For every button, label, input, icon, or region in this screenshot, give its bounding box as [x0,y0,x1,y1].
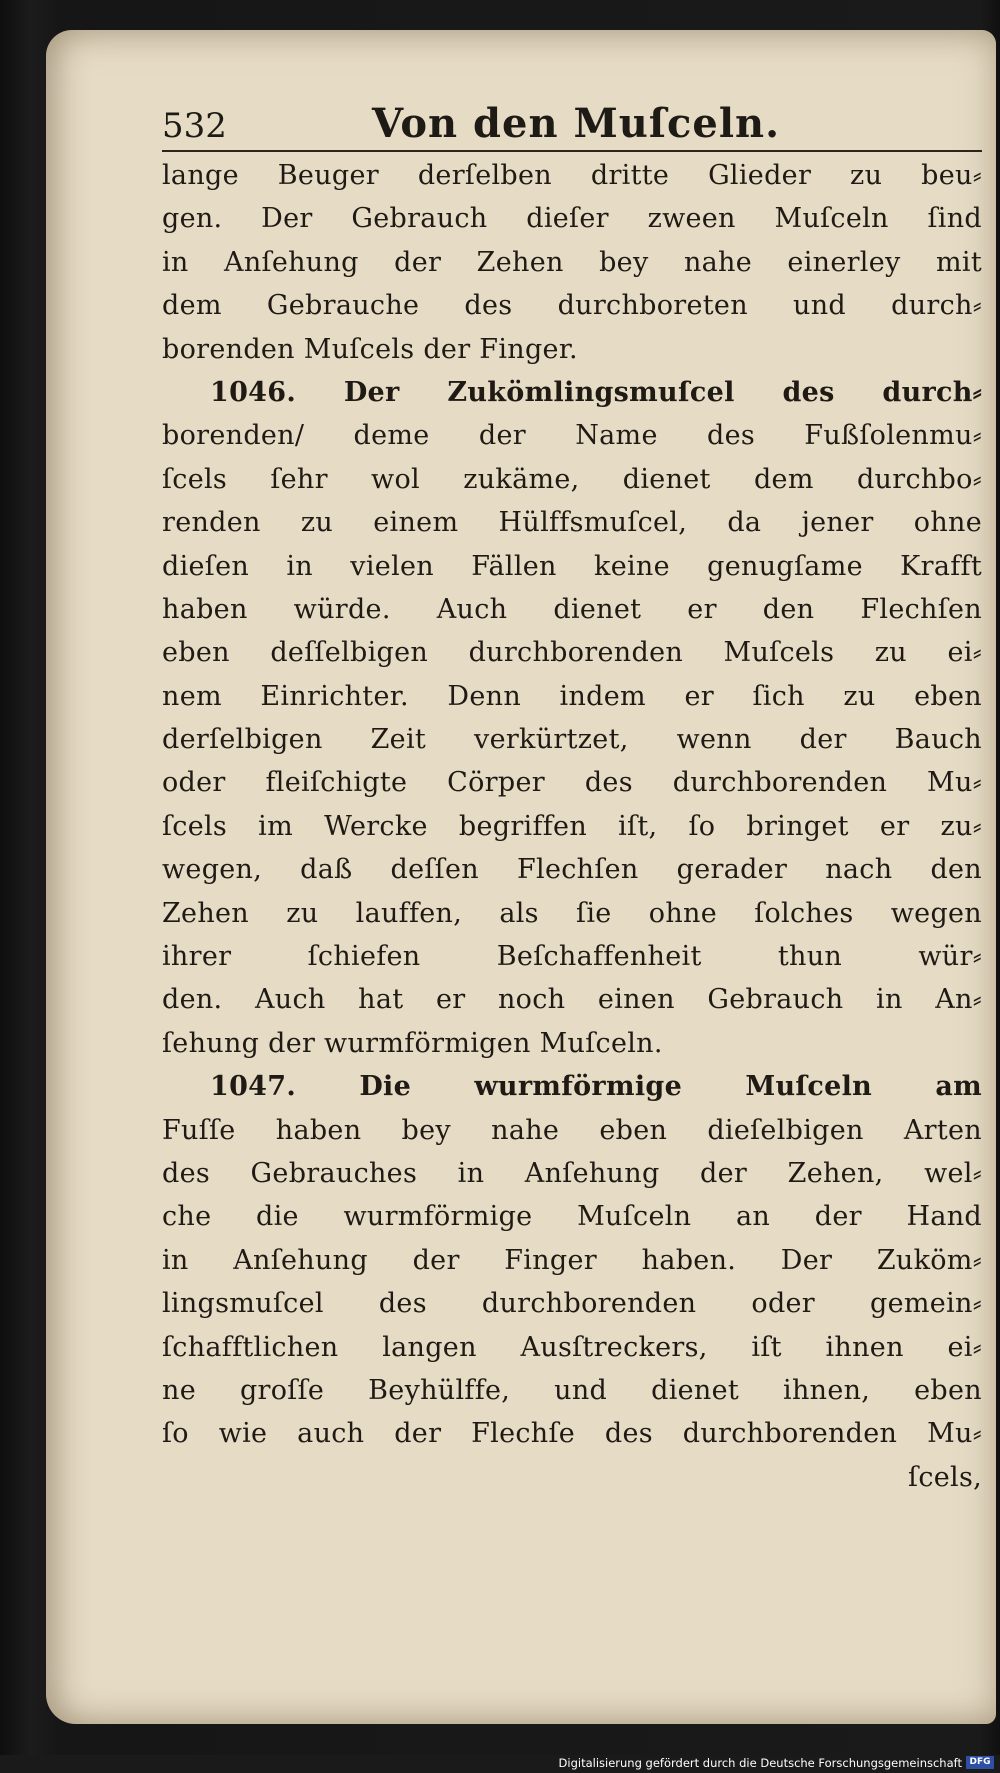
text-line: oder fleiſchigte Cörper des durchborenden Mu⸗ [162,767,982,799]
text-line: ne groſſe Beyhülffe, und dienet ihnen, eben [162,1374,982,1406]
text-line: in Anſehung der Finger haben. Der Zuköm⸗ [162,1244,982,1276]
text-line: renden zu einem Hülffsmuſcel, da jener ohne [162,507,982,539]
text-line: ſehung der wurmförmigen Muſceln. [162,1027,663,1059]
text-line: dem Gebrauche des durchboreten und durch⸗ [162,290,982,322]
text-line: nem Einrichter. Denn indem er ſich zu eben [162,680,982,712]
paragraph-1047-start: 1047. Die wurmförmige Muſceln am [210,1071,982,1103]
text-line: borenden Muſcels der Finger. [162,333,578,365]
paragraph-1046-start: 1046. Der Zukömlingsmuſcel des durch⸗ [210,376,982,408]
text-line: ſchafftlichen langen Ausſtreckers, iſt ihnen ei⸗ [162,1331,982,1363]
text-line: ihrer ſchiefen Beſchaffenheit thun wür⸗ [162,941,982,973]
dfg-logo: DFG [966,1756,994,1769]
text-line: wegen, daß deſſen Flechſen gerader nach den [162,854,982,886]
page-number: 532 [162,106,227,146]
body-text [162,154,982,1499]
text-line: den. Auch hat er noch einen Gebrauch in An⸗ [162,984,982,1016]
text-line: Fuſſe haben bey nahe eben dieſelbigen Arten [162,1114,982,1146]
text-line: haben würde. Auch dienet er den Flechſen [162,593,982,625]
text-line: ſcels im Wercke begriffen iſt, ſo bringet er zu⸗ [162,810,982,842]
digitization-credit: Digitalisierung gefördert durch die Deutsche Forschungsgemeinschaft [558,1756,962,1770]
text-line: dieſen in vielen Fällen keine genugſame Krafft [162,550,982,582]
text-line: Zehen zu lauffen, als ſie ohne ſolches wegen [162,897,982,929]
text-line: ſo wie auch der Flechſe des durchborenden Mu⸗ [162,1418,982,1450]
text-line: des Gebrauches in Anſehung der Zehen, wel⸗ [162,1157,982,1189]
running-head: Von den Muſceln. [372,100,781,147]
text-line: eben deſſelbigen durchborenden Muſcels zu ei⸗ [162,637,982,669]
text-line: lange Beuger derſelben dritte Glieder zu beu⸗ [162,160,982,191]
page-header [162,70,982,152]
text-line: lingsmuſcel des durchborenden oder gemein⸗ [162,1288,982,1320]
text-line: borenden/ deme der Name des Fußſolenmu⸗ [162,420,982,452]
text-line: derſelbigen Zeit verkürtzet, wenn der Bauch [162,724,982,756]
catchword: ſcels, [908,1461,982,1493]
text-line: in Anſehung der Zehen bey nahe einerley mit [162,246,982,278]
text-line: che die wurmförmige Muſceln an der Hand [162,1201,982,1233]
text-line: gen. Der Gebrauch dieſer zween Muſceln ſind [162,203,982,235]
text-line: ſcels ſehr wol zukäme, dienet dem durchbo⸗ [162,463,982,495]
